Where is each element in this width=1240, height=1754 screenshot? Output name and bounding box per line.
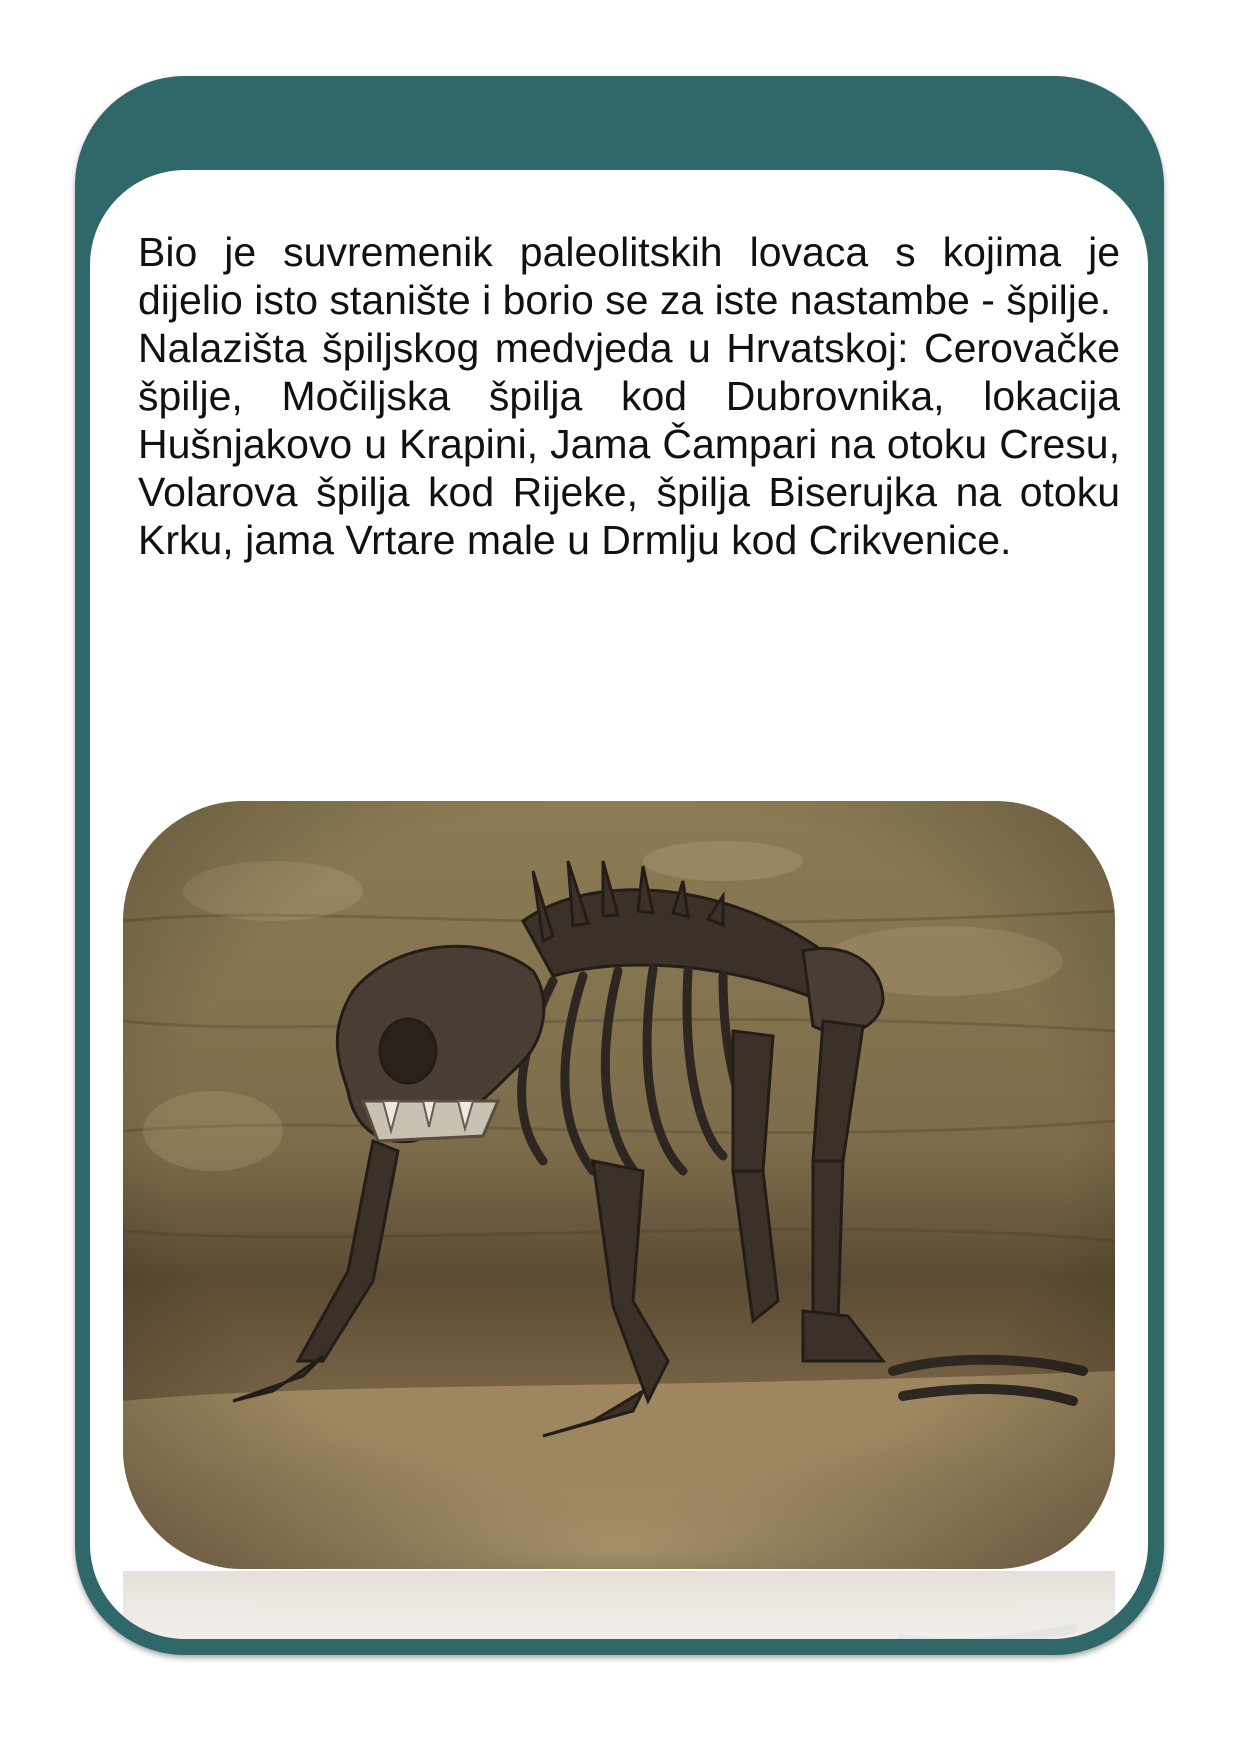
cave-bear-skeleton-photo <box>123 801 1115 1569</box>
paragraph-1: Bio je suvremenik paleolitskih lovaca s kojima je dijelio isto stanište i borio se za iste nastambe - špilje. <box>138 229 1120 323</box>
card-frame <box>75 76 1164 1655</box>
paragraph-2: Nalazišta špiljskog medvjeda u Hrvatskoj: Cerovačke špilje, Močiljska špilja kod Dubrovnika, lokacija Hušnjakovo u Krapini, Jama Čampari na otoku Cresu, Volarova špilja kod Rijeke, špilja Biserujka na otoku Krku, jama Vrtare male u Drmlju kod Crikvenice. <box>138 325 1120 563</box>
photo-reflection <box>123 1571 1115 1639</box>
card-content <box>90 170 1148 1639</box>
body-text <box>138 228 1120 564</box>
